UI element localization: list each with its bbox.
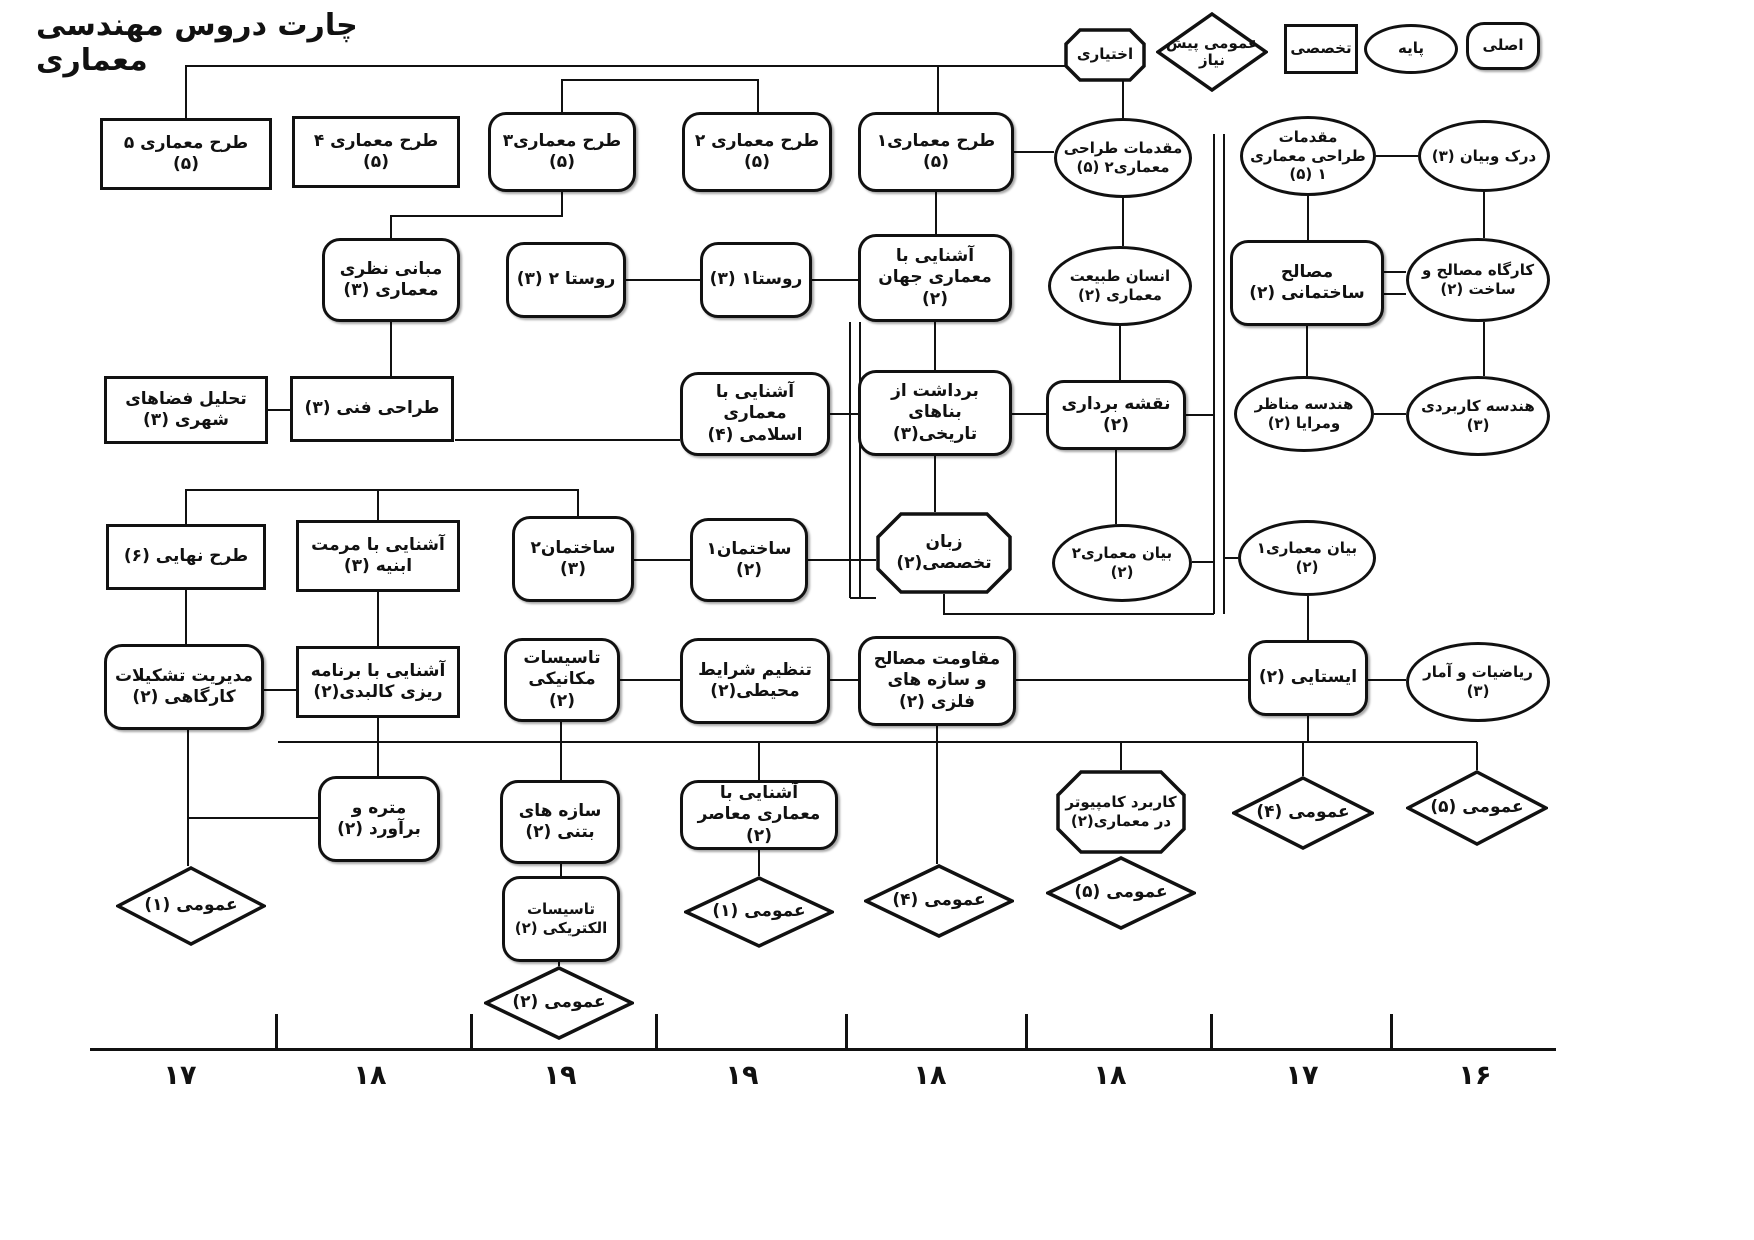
course-node-label: متره و برآورد (۲): [337, 797, 421, 839]
course-node-label: روستا ۲ (۳): [516, 269, 616, 290]
axis-tick: [470, 1014, 473, 1050]
page-title: چارت دروس مهندسی معماری: [36, 8, 358, 78]
course-node-label: ساختمان۲ (۳): [530, 537, 616, 579]
legend-item-label: عمومی پیش نیاز: [1165, 33, 1259, 69]
axis-label: ۱۹: [725, 1060, 759, 1091]
axis-label: ۱۷: [1285, 1060, 1319, 1091]
axis-tick: [1210, 1014, 1213, 1050]
legend-item-label: تخصصی: [1290, 39, 1352, 58]
axis-label: ۱۹: [543, 1060, 577, 1091]
course-node-label: بیان معماری۲ (۲): [1071, 544, 1173, 581]
course-node-label: مقاومت مصالح و سازه های فلزی (۲): [873, 649, 1001, 712]
axis-tick: [275, 1014, 278, 1050]
axis-baseline: [90, 1048, 1556, 1051]
course-node-label: زبان تخصصی(۲): [896, 531, 992, 573]
course-node-label: مصالح ساختمانی (۲): [1249, 261, 1365, 303]
course-node-label: هندسه مناظر ومرایا (۲): [1254, 395, 1354, 432]
legend-item-label: پایه: [1398, 39, 1424, 58]
course-node-label: مدیریت تشکیلات کارگاهی (۲): [114, 665, 254, 707]
course-node-label: مقدمات طراحی معماری۲ (۵): [1063, 139, 1183, 176]
legend-item-label: اختیاری: [1076, 45, 1134, 64]
course-node-label: ساختمان۱ (۲): [706, 538, 792, 580]
course-node-label: طراحی فنی (۳): [304, 398, 440, 419]
course-node-label: طرح نهایی (۶): [123, 546, 249, 567]
axis-tick: [1025, 1014, 1028, 1050]
course-node-label: آشنایی با مرمت ابنیه (۳): [311, 534, 445, 576]
axis-label: ۱۷: [163, 1060, 197, 1091]
course-node-label: تحلیل فضاهای شهری (۳): [125, 388, 247, 430]
course-node-label: روستا۱ (۳): [709, 269, 803, 290]
course-node-label: آشنایی با معماری اسلامی (۴): [707, 382, 803, 445]
course-node-label: برداشت از بناهای تاریخی(۳): [891, 381, 979, 444]
course-node-label: عمومی (۱): [712, 901, 806, 922]
course-node-label: تاسیسات مکانیکی (۲): [523, 648, 601, 711]
course-node-label: عمومی (۵): [1430, 797, 1524, 818]
axis-label: ۱۶: [1458, 1060, 1492, 1091]
course-node-label: عمومی (۲): [512, 992, 606, 1013]
course-node-label: مبانی نظری معماری (۳): [339, 258, 443, 300]
course-node-label: طرح معماری ۲ (۵): [694, 130, 820, 172]
course-node-label: درک وبیان (۳): [1431, 146, 1537, 165]
course-node-label: کاربرد کامپیوتر در معماری(۲): [1065, 793, 1177, 830]
axis-label: ۱۸: [913, 1060, 947, 1091]
course-node-label: عمومی (۱): [144, 895, 238, 916]
axis-tick: [1390, 1014, 1393, 1050]
course-node-label: آشنایی با برنامه ریزی کالبدی(۲): [310, 660, 446, 702]
course-node-label: کارگاه مصالح و ساخت (۲): [1421, 261, 1535, 298]
course-node-label: ایستایی (۲): [1258, 667, 1358, 688]
course-node-label: سازه های بتنی (۲): [518, 800, 602, 842]
course-node-label: بیان معماری۱ (۲): [1256, 539, 1358, 576]
course-node-label: طرح معماری ۵ (۵): [123, 132, 249, 174]
axis-tick: [655, 1014, 658, 1050]
course-node-label: طرح معماری۱ (۵): [876, 130, 996, 172]
course-node-label: طرح معماری۳ (۵): [502, 130, 622, 172]
course-node-label: عمومی (۵): [1074, 882, 1168, 903]
course-node-label: عمومی (۴): [892, 890, 986, 911]
course-node-label: تاسیسات الکتریکی (۲): [514, 900, 608, 937]
course-node-label: انسان طبیعت معماری (۲): [1069, 267, 1171, 304]
course-node-label: عمومی (۴): [1256, 802, 1350, 823]
course-node-label: آشنایی با معماری معاصر (۲): [697, 783, 821, 846]
course-node-label: آشنایی با معماری جهان (۲): [878, 246, 992, 309]
legend-item-label: اصلی: [1482, 36, 1524, 55]
course-node-label: هندسه کاربردی (۳): [1421, 397, 1535, 434]
course-node-label: تنظیم شرایط محیطی(۲): [698, 659, 812, 701]
axis-tick: [845, 1014, 848, 1050]
course-node-label: نقشه برداری (۲): [1061, 393, 1171, 435]
course-node-label: ریاضیات و آمار (۳): [1423, 663, 1533, 700]
axis-label: ۱۸: [1093, 1060, 1127, 1091]
course-node-label: طرح معماری ۴ (۵): [313, 130, 439, 172]
axis-label: ۱۸: [353, 1060, 387, 1091]
course-node-label: مقدمات طراحی معماری ۱ (۵): [1250, 127, 1366, 184]
